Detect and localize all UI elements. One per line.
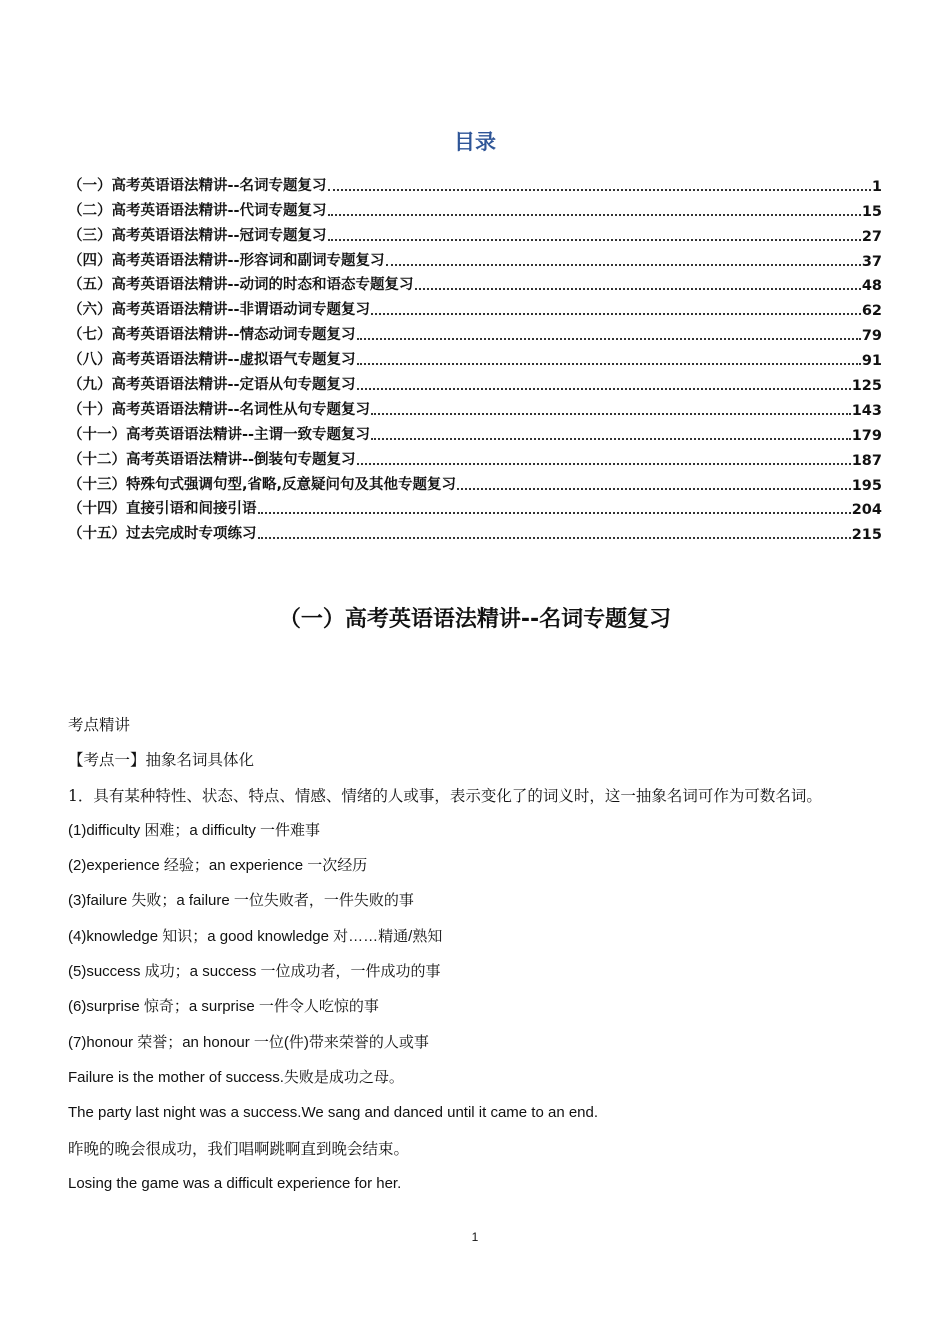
- example-item: (1)difficulty 困难；a difficulty 一件难事: [68, 821, 321, 839]
- toc-entry-page: 62: [861, 303, 882, 320]
- toc-leader: [357, 337, 861, 340]
- toc-leader: [328, 213, 861, 216]
- toc-entry[interactable]: [68, 518, 882, 543]
- section-heading: 考点精讲: [68, 716, 131, 734]
- example-translation: 昨晚的晚会很成功，我们唱啊跳啊直到晚会结束。: [68, 1139, 410, 1158]
- toc-entry-page: 48: [861, 278, 882, 295]
- example-item: (7)honour 荣誉；an honour 一位(件)带来荣誉的人或事: [68, 1033, 429, 1051]
- example-sentence: Failure is the mother of success.失败是成功之母。: [68, 1068, 404, 1086]
- toc-entry-page: 125: [851, 378, 882, 395]
- toc-entry-page: 27: [861, 228, 882, 245]
- toc-leader: [328, 188, 871, 191]
- toc-entry-page: 179: [851, 427, 882, 444]
- toc-entry[interactable]: [68, 344, 882, 369]
- toc-entry-label: （五）高考英语语法精讲--动词的时态和语态专题复习: [68, 277, 414, 294]
- toc-entry[interactable]: [68, 394, 882, 419]
- toc-entry-page: 215: [851, 527, 882, 544]
- toc-entry[interactable]: [68, 195, 882, 220]
- toc-entry-page: 195: [851, 477, 882, 494]
- toc-entry[interactable]: [68, 444, 882, 469]
- toc-entry-label: （十五）过去完成时专项练习: [68, 526, 257, 543]
- toc-leader: [357, 362, 861, 365]
- toc-entry[interactable]: [68, 419, 882, 444]
- example-sentence: Losing the game was a difficult experience for her.: [68, 1174, 402, 1192]
- toc-entry[interactable]: [68, 220, 882, 245]
- example-item: (2)experience 经验；an experience 一次经历: [68, 857, 368, 875]
- toc-leader: [258, 511, 851, 514]
- toc-entry-label: （六）高考英语语法精讲--非谓语动词专题复习: [68, 302, 371, 319]
- toc-entry-page: 15: [861, 203, 882, 220]
- toc-entry-page: 143: [851, 402, 882, 419]
- toc-leader: [371, 312, 861, 315]
- toc-entry[interactable]: [68, 294, 882, 319]
- toc-entry[interactable]: [68, 270, 882, 295]
- toc-leader: [415, 287, 861, 290]
- chapter-body: [68, 712, 888, 1206]
- example-sentence: The party last night was a success.We sang and danced until it came to an end.: [68, 1104, 599, 1122]
- example-item: (6)surprise 惊奇；a surprise 一件令人吃惊的事: [68, 998, 379, 1016]
- toc-entry-label: （十一）高考英语语法精讲--主谓一致专题复习: [68, 426, 371, 443]
- toc-entry[interactable]: [68, 494, 882, 519]
- toc-entry-label: （八）高考英语语法精讲--虚拟语气专题复习: [68, 352, 356, 369]
- toc-entry-page: 91: [861, 353, 882, 370]
- toc-entry-label: （十三）特殊句式强调句型,省略,反意疑问句及其他专题复习: [68, 476, 457, 493]
- toc-entry-label: （十）高考英语语法精讲--名词性从句专题复习: [68, 401, 371, 418]
- toc-entry-label: （十二）高考英语语法精讲--倒装句专题复习: [68, 451, 356, 468]
- toc-leader: [328, 238, 861, 241]
- toc-entry-page: 187: [851, 452, 882, 469]
- toc-entry-label: （三）高考英语语法精讲--冠词专题复习: [68, 227, 327, 244]
- example-item: (5)success 成功；a success 一位成功者，一件成功的事: [68, 963, 441, 981]
- toc-entry-page: 1: [871, 178, 882, 195]
- toc-leader: [357, 462, 851, 465]
- toc-title: 目录: [454, 130, 496, 154]
- toc-entry[interactable]: [68, 469, 882, 494]
- toc-entry-label: （九）高考英语语法精讲--定语从句专题复习: [68, 377, 356, 394]
- toc-leader: [371, 412, 851, 415]
- toc-entry-label: （七）高考英语语法精讲--情态动词专题复习: [68, 327, 356, 344]
- toc-entry-page: 204: [851, 502, 882, 519]
- example-item: (4)knowledge 知识；a good knowledge 对……精通/熟知: [68, 927, 443, 945]
- toc-leader: [357, 387, 851, 390]
- rule-text: 1．具有某种特性、状态、特点、情感、情绪的人或事，表示变化了的词义时，这一抽象名词可作为可数名词。: [68, 786, 822, 805]
- chapter-title: （一）高考英语语法精讲--名词专题复习: [278, 607, 672, 632]
- toc-entry-label: （二）高考英语语法精讲--代词专题复习: [68, 202, 327, 219]
- toc-list: [68, 170, 882, 543]
- point-heading: 【考点一】抽象名词具体化: [68, 751, 255, 770]
- toc-leader: [258, 536, 851, 539]
- toc-entry-label: （一）高考英语语法精讲--名词专题复习: [68, 177, 327, 194]
- toc-leader: [386, 263, 861, 266]
- toc-leader: [457, 487, 851, 490]
- toc-entry-page: 37: [861, 253, 882, 270]
- page-number: 1: [471, 1230, 479, 1244]
- toc-entry-label: （十四）直接引语和间接引语: [68, 501, 257, 518]
- toc-entry[interactable]: [68, 245, 882, 270]
- toc-entry[interactable]: [68, 319, 882, 344]
- toc-leader: [371, 437, 851, 440]
- toc-entry-label: （四）高考英语语法精讲--形容词和副词专题复习: [68, 252, 385, 269]
- toc-entry[interactable]: [68, 369, 882, 394]
- toc-entry-page: 79: [861, 328, 882, 345]
- example-item: (3)failure 失败；a failure 一位失败者，一件失败的事: [68, 892, 414, 910]
- toc-entry[interactable]: [68, 170, 882, 195]
